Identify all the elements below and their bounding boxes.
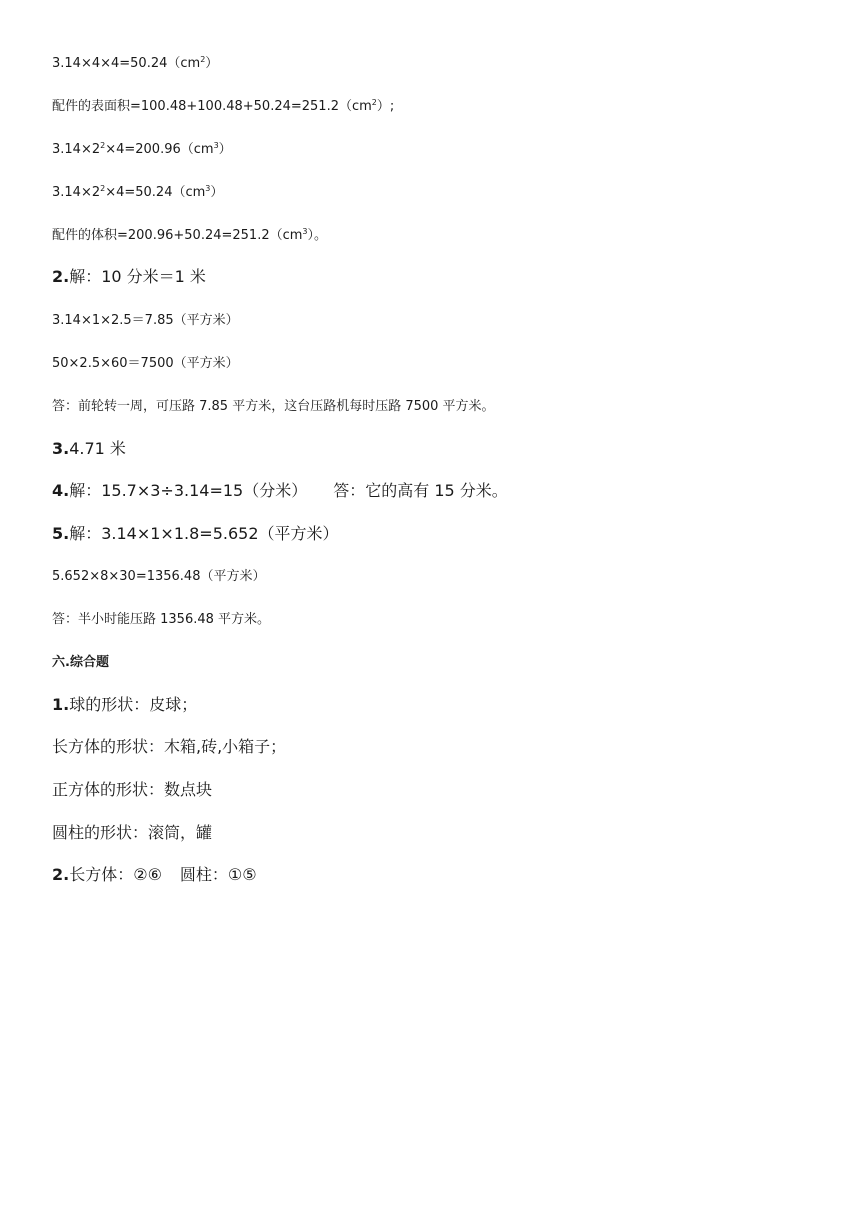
text: ） bbox=[218, 142, 232, 157]
comprehensive-1-cuboid bbox=[52, 739, 286, 755]
text: 5.652×8×30=1356.48（平方米） bbox=[52, 569, 266, 584]
text: 长方体：②⑥ bbox=[69, 865, 162, 884]
volume-calc-2 bbox=[52, 186, 223, 199]
text: ）; bbox=[376, 99, 395, 114]
section-heading-comprehensive bbox=[52, 656, 109, 669]
text: ×4=200.96（cm bbox=[105, 142, 214, 157]
superscript: 2 bbox=[371, 98, 377, 107]
answer-4 bbox=[52, 483, 508, 499]
text: ×4=50.24（cm bbox=[105, 185, 206, 200]
comprehensive-1-cube bbox=[52, 782, 212, 798]
question-number: 5. bbox=[52, 524, 70, 543]
answer-2-step-1 bbox=[52, 314, 239, 327]
text: 3.14×1×2.5＝7.85（平方米） bbox=[52, 313, 239, 328]
comprehensive-2 bbox=[52, 867, 257, 883]
volume-calc-1 bbox=[52, 143, 232, 156]
text: 解：15.7×3÷3.14=15（分米） bbox=[69, 481, 308, 500]
text: 3.14×2 bbox=[52, 142, 101, 157]
text: 正方体的形状：数点块 bbox=[52, 780, 213, 799]
text: ） bbox=[210, 185, 224, 200]
text: 长方体的形状：木箱,砖,小箱子； bbox=[52, 737, 287, 756]
part-surface-area-total bbox=[52, 100, 394, 113]
question-number: 1. bbox=[52, 695, 70, 714]
superscript: 2 bbox=[200, 55, 206, 64]
question-number: 2. bbox=[52, 865, 70, 884]
answer-2-conclusion bbox=[52, 400, 495, 413]
text: 3.14×2 bbox=[52, 185, 101, 200]
superscript: 3 bbox=[213, 141, 219, 150]
text: 配件的体积=200.96+50.24=251.2（cm bbox=[52, 228, 303, 243]
text: 50×2.5×60＝7500（平方米） bbox=[52, 356, 239, 371]
answer-2-heading bbox=[52, 269, 206, 285]
superscript: 2 bbox=[100, 141, 106, 150]
comprehensive-1-sphere bbox=[52, 697, 197, 713]
part-volume-total bbox=[52, 229, 327, 242]
question-number: 2. bbox=[52, 267, 70, 286]
text: 圆柱的形状：滚筒，罐 bbox=[52, 823, 213, 842]
answer-2-step-2 bbox=[52, 357, 239, 370]
answer-5-step bbox=[52, 570, 265, 583]
question-number: 3. bbox=[52, 439, 70, 458]
answer-3 bbox=[52, 441, 126, 457]
text: 配件的表面积=100.48+100.48+50.24=251.2（cm bbox=[52, 99, 372, 114]
text: ）。 bbox=[307, 228, 328, 243]
text: 3.14×4×4=50.24（cm bbox=[52, 56, 201, 71]
superscript: 3 bbox=[205, 184, 211, 193]
superscript: 3 bbox=[302, 227, 308, 236]
text: 解：3.14×1×1.8=5.652（平方米） bbox=[69, 524, 339, 543]
text: 答：半小时能压路 1356.48 平方米。 bbox=[52, 612, 271, 627]
text: 六.综合题 bbox=[52, 655, 109, 670]
superscript: 2 bbox=[100, 184, 106, 193]
answer-5-conclusion bbox=[52, 613, 270, 626]
text: 球的形状：皮球； bbox=[69, 695, 198, 714]
surface-area-bottom-calc bbox=[52, 57, 218, 70]
answer-5-heading bbox=[52, 526, 339, 542]
text: 圆柱：①⑤ bbox=[179, 865, 257, 884]
text: 答：它的高有 15 分米。 bbox=[333, 481, 508, 500]
text: ） bbox=[205, 56, 219, 71]
comprehensive-1-cylinder bbox=[52, 825, 212, 841]
text: 答：前轮转一周，可压路 7.85 平方米，这台压路机每时压路 7500 平方米。 bbox=[52, 399, 495, 414]
text: 解：10 分米＝1 米 bbox=[69, 267, 206, 286]
text: 4.71 米 bbox=[69, 439, 126, 458]
question-number: 4. bbox=[52, 481, 70, 500]
